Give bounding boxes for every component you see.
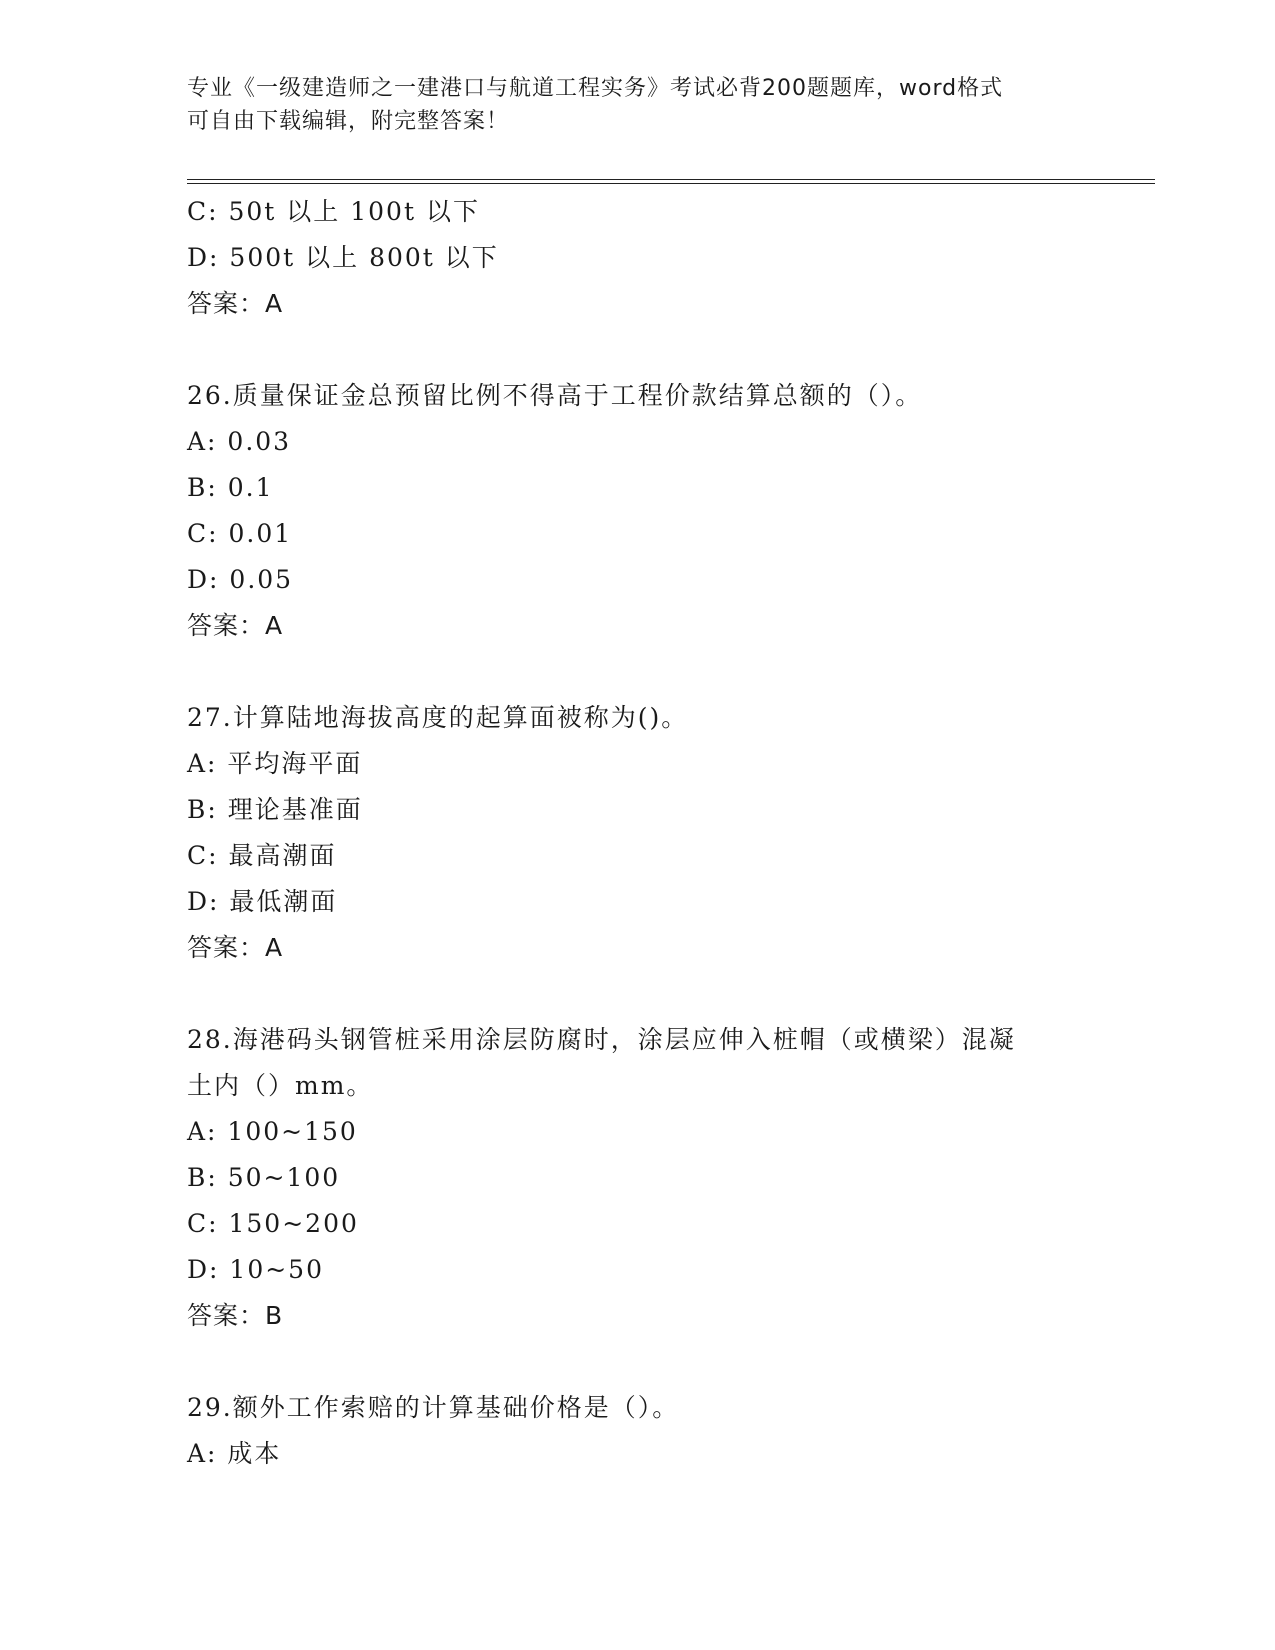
header-divider-bottom — [187, 183, 1155, 184]
option-d: D: 最低潮面 — [187, 887, 338, 916]
header-title-line1: 专业《一级建造师之一建港口与航道工程实务》考试必背200题题库，word格式 — [187, 76, 1004, 101]
answer-line: 答案：A — [187, 289, 284, 318]
question-26 — [187, 373, 1155, 649]
answer-line: 答案：A — [187, 933, 284, 962]
spacer — [187, 971, 1155, 1017]
option-c: C: 150~200 — [187, 1209, 359, 1238]
option-a: A: 0.03 — [187, 427, 292, 456]
spacer — [187, 1339, 1155, 1385]
question-29 — [187, 1385, 1155, 1477]
option-b: B: 50~100 — [187, 1163, 341, 1192]
option-b: B: 理论基准面 — [187, 795, 363, 824]
option-c: C: 50t 以上 100t 以下 — [187, 197, 480, 226]
header-divider-top — [187, 179, 1155, 180]
question-stem-line2: 土内（）mm。 — [187, 1071, 374, 1100]
header-title-line2: 可自由下载编辑，附完整答案！ — [187, 109, 510, 134]
option-a: A: 平均海平面 — [187, 749, 363, 778]
option-d: D: 0.05 — [187, 565, 294, 594]
question-25-continued — [187, 189, 1155, 327]
option-a: A: 成本 — [187, 1439, 282, 1468]
option-c: C: 0.01 — [187, 519, 293, 548]
question-28 — [187, 1017, 1155, 1339]
option-d: D: 500t 以上 800t 以下 — [187, 243, 499, 272]
question-stem: 26.质量保证金总预留比例不得高于工程价款结算总额的（）。 — [187, 381, 923, 410]
spacer — [187, 649, 1155, 695]
question-list — [187, 189, 1155, 1477]
question-stem-line1: 28.海港码头钢管桩采用涂层防腐时，涂层应伸入桩帽（或横梁）混凝 — [187, 1025, 1016, 1054]
option-b: B: 0.1 — [187, 473, 274, 502]
answer-line: 答案：B — [187, 1301, 284, 1330]
question-stem: 27.计算陆地海拔高度的起算面被称为()。 — [187, 703, 689, 732]
option-a: A: 100~150 — [187, 1117, 358, 1146]
answer-line: 答案：A — [187, 611, 284, 640]
question-27 — [187, 695, 1155, 971]
option-d: D: 10~50 — [187, 1255, 324, 1284]
question-stem: 29.额外工作索赔的计算基础价格是（）。 — [187, 1393, 680, 1422]
option-c: C: 最高潮面 — [187, 841, 337, 870]
document-header — [187, 72, 1087, 138]
spacer — [187, 327, 1155, 373]
